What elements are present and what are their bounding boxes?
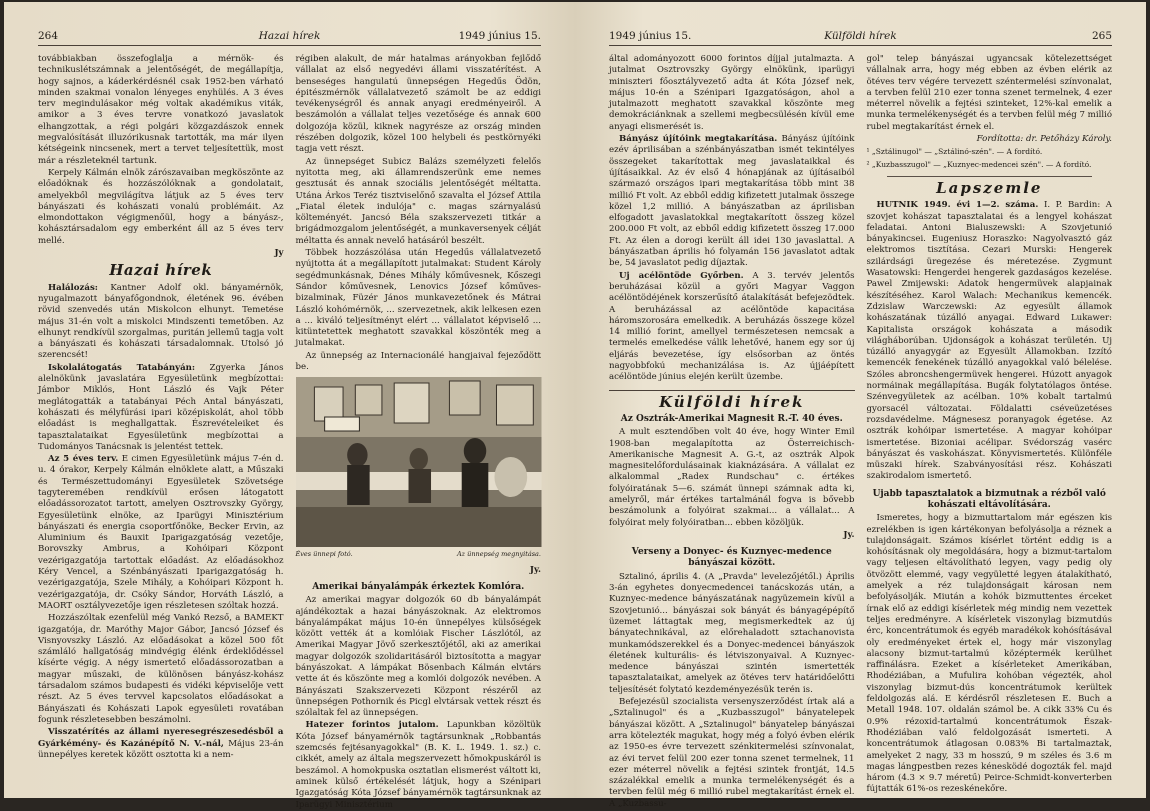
item-title: Az Osztrák-Amerikai Magnesit R.-T. 40 éves. xyxy=(620,413,843,424)
running-title: Hazai hírek xyxy=(258,30,321,42)
footnote: ² „Kuzbasszugol" — „Kuznyec-medencei szén". — A fordító. xyxy=(866,159,1092,169)
divider xyxy=(887,176,1093,177)
magazine-spread xyxy=(4,2,1146,810)
news-item xyxy=(38,727,284,761)
item-title: Visszatérítés az állami nyeresegrészesedésből a Gyárkémény- és Kazánépítő N. V.-nál, xyxy=(38,727,284,749)
paragraph: gol" telep bányászai ugyancsak kötelezettséget vállalnak arra, hogy még ebben az évben elérik az ötéves terv végére tervezett széntermelési színvonalat, a tervben felül 210 ezer tonna szenet termelnek, 4 ezer méterrel növelik a fejtési szinteket, 12%-kal emelik a munka termelékenységét és a tervben felül még 7 millió rubel megtakarítást érnek el. xyxy=(866,54,1112,132)
news-item xyxy=(296,720,542,810)
left-page-columns xyxy=(38,54,541,810)
item-title: Verseny a Donyec- és Kuznyec-medence bányászai között. xyxy=(631,547,832,569)
issue-date: 1949 június 15. xyxy=(609,30,692,42)
paragraph: A mult esztendőben volt 40 éve, hogy Winter Emil 1908-ban megalapította az Österreichisch-Amerikanische Magnesit A. G.-t, az osztrák Alpok magnesitelőfordulásainak kiaknázására. A vállalat ez alkalommal „Radex Rundschau" c. értékes folyóiratának 5—6. számát ünnepi számnak adta ki, amelyről, már értékes tartalmánál fogva is bővebb beszámolunk a folyóirat szakmai... a vállalat... A folyóirat mely folyóiratban... ebben közöljük. xyxy=(609,427,855,528)
paragraph: Kerpely Kálmán elnök zárószavaiban megköszönte az előadóknak és hozzászólóknak a gondolatait, amelyekből megvilágítva látjuk az 5 éves terv bányászati és kohászati vonalú problémáit. Az elmondottakon végigmenőül, hogy a bányász-, kohásztársadalom egy emberként áll az 5 éves terv mellé. xyxy=(38,167,284,246)
paragraph: Hozzászóltak ezenfelül még Vankó Rezső, a BAMEKT igazgatója, dr. Maróthy Major Gábor, Jancsó József és Visnyovszky László. Az előadásokat a közel 500 főt számláló hallgatóság mindvégig élénk érdeklődéssel kísérte végig. A négy ismertető előadássorozatban a magyar műszaki, de különösen bányász-kohász társadalom számos budapesti és vidéki képviselője vett részt. Az 5 éves tervvel kapcsolatos előadásokat a Bányászati és Kohászati Lapok egyesületi rovatában fogunk részletesebben beszámolni. xyxy=(38,613,284,725)
paragraph: Ismeretes, hogy a bizmuttartalom már egészen kis ezrelékben is igen kártékonyan befolyásolja a réznek a tulajdonságait. Számos kísérlet történt eddig is a kohósításnak oly megoldására, hogy a bizmut-tartalom vagy teljesen eltávolítható legyen, vagy pedig oly ötvözött elemmé, vagy vegyületté legyen átalakítható, amelyek a réz tulajdonságait károsan nem befolyásolják. Miután a kohók bizmuttentes érceket írnak elő az eddigi kísérletek még mindig nem vezettek teljes eredményre. A kísérletek viszonylag bizmutdús érc, koncentrátumok és egyéb maradékok kohósításával oly eredményeket értek el, hogy már viszonylag alacsony bizmut-tartalmú középtermék kerülhet raffinálásra. Ezeket a kísérleteket Amerikában, Rhodéziában, a Mufulira kohóban végezték, ahol viszonylag bizmut-dús koncentrátumok kerültek feldolgozás alá. E kérdésről részletesen E. Buch a Metall 1948. 107. oldalán számol be. A cikk 33% Cu és 0.9% rézoxid-tartalmú koncentrátumok Észak-Rhodéziában való feldolgozását ismerteti. A koncentrátumok átlagosan 0.083% Bi tartalmaztak, amelyeket 2 nagy, 33 m hosszú, 9 m széles és 3.6 m magas lángpestben rezes kénesködé dogozták fel. majd három (4.3 × 9.7 méretű) Peirce-Schmidt-konverterben fújtatták 61%-os rezeskénekőre. xyxy=(866,513,1112,795)
news-item xyxy=(609,271,855,384)
photo-caption: Az ünnepség megnyitása. xyxy=(456,550,541,559)
news-item xyxy=(867,200,1113,482)
paragraph: Sztalinó, április 4. (A „Pravda" levelezőjétől.) Április 3-án egyhetes donyecmedencei tanácskozás után, a Kuznyec-medence bányászatának nagyüzemein kívül a Szovjetunió... bányászai sok bányát és bányagépépítő üzemet láttagtak meg, megismerkedtek az új bányatechnikával, az előrehaladott sztachanovista munkamódszerekkel és a Donyec-medencei bányászok életének kulturális- és létviszonyaival. A Kuznyec-medence bányászai szintén ismertették tapasztalataikat, amelyek az ötéves terv határidőelőtti teljesítését folytató kezdeményezésük terén is. xyxy=(609,571,855,695)
item-title: Iskolalátogatás Tatabányán: xyxy=(48,362,196,373)
item-title: HUTNIK 1949. évi 1—2. száma. xyxy=(876,200,1039,211)
column-4 xyxy=(866,54,1113,795)
news-item xyxy=(38,363,284,453)
signature: Jy xyxy=(274,248,284,259)
photo-captions xyxy=(296,549,542,560)
section-title: Hazai hírek xyxy=(109,261,213,280)
item-title: Hatezer forintos jutalom. xyxy=(305,720,439,731)
paragraph: Az ünnepség az Internacionálé hangjaival fejeződött be. xyxy=(295,350,541,373)
signature: Jy. xyxy=(843,529,855,540)
paragraph: Befejezésül szocialista versenyszerződést írtak alá a „Sztalinugol" és a „Kuzbasszugol" bányatelepek bányászai között. A „Sztalinugol" bányatelep bányászai arra kötelezték magukat, hogy még a folyó évben elérik az 1950-es évre tervezett szénkitermelési színvonalat, az évi tervet felül 200 ezer tonna szenet termelnek, 11 ezer méterrel növelik a fejtési szintek frontját, 14.5 százalékkal emelik a munka termelékenységét és a tervben felül még 6 millió rubel megtakarítást érnek el. A „Kuzbassu- xyxy=(609,697,855,809)
signature: Jy. xyxy=(529,564,541,575)
footnote: ¹ „Sztálinugol" — „Sztálinó-szén". — A fordító. xyxy=(866,147,1043,157)
paragraph: továbbiakban összefoglalja a mérnök- és technikuslétszámnak a jelentőségét, de megállapítja, hogy sajnos, a káderkérdésnél csak 1952-ben várható minden szakmai vonalon lényeges enyhülés. A 3 éves terv megindulásakor még voltak akadémikus viták, amikor a 3 éves tervre vonatkozó javaslatok elhangzottak, a régi polgári közgazdászok ennek megvalósítását illuzórikusnak tartották, ma már ilyen kétségeink nincsenek, mert a tervet teljesítettük, most már a részleteknél tartunk. xyxy=(38,54,284,166)
paragraph: régiben alakult, de már hatalmas arányokban fejlődő vállalat az első negyedévi állami visszatérítést. A benseséges hangulatú ünnepségen Hegedűs Ödön, épitészmérnök vállalatvezető számolt be az eddigi tevékenységről és annak anyagi eredményeiről. A beszámolón a vállalat teljes vezetősége és annak 600 dolgozója közül, kiknek nagyrésze az ország minden részében dolgozik, közel 100 helybeli és pestkörnyéki tagja vett részt. xyxy=(295,54,541,155)
item-body: E cimen Egyesületünk május 7-én d. u. 4 órakor, Kerpely Kálmán elnöklete alatt, a Műszaki és Természettudományi Egyesületek Szövetsége tagyteremében rendkívül erősen látogatott előadássorozatot tartott, amelyen Osztrovszky György, Egyesületünk elnöke, az Iparügyi Minisztérium bányászati és energia csoportfőnöke, Becker Ervin, az Aluminium és Bauxit Iparigazgatóság vezetője, Borovszky Ambrus, a Kohóipari Központ vezérigazgatója tartottak előadást. Az előadásokhoz Kéry Vencel, a Szénbányászati Iparigazgatóság h. vezérigazgatója, Szele Mihály, a Kohóipari Központ h. vezérigazgatója, dr. Csóky Sándor, Horváth László, a MAORT osztályvezetője igen részletesen szóltak hozzá. xyxy=(38,454,284,611)
item-title: Ujabb tapasztalatok a bizmutnak a rézből való kohászati eltávolítására. xyxy=(872,488,1106,510)
paragraph: Az ünnepséget Subicz Balázs személyzeti felelős nyitotta meg, aki államrendszerünk eme nemes gesztusát és annak szociális jelentőségét méltatta. Utána Árkos Teréz tisztviselőnő szavalta el József Attila „Fiatal életek indulója" c. magas szárnyalású költeményét. Jancsó Béla szakszervezeti titkár a brigádmozgalom jelentőségét, a munkaversenyek célját méltatta és annak nevelő hatásáról beszélt. xyxy=(295,156,541,246)
news-item xyxy=(38,283,284,362)
paragraph: Az amerikai magyar dolgozók 60 db bányalámpát ajándékoztak a hazai bányászoknak. Az elektromos bányalámpákat május 10-én ünnepélyes külsőségek között vették át a komlóiak Fischer Lászlótól, az Amerikai Magyar Jövő szerkesztőjétől, aki az amerikai magyar dolgozók szolidaritásáról biztosította a magyar bányászokat. A lámpákat Bösenbach Kálmán elvtárs vette át és köszönte meg a komlói dolgozók nevében. A Bányászati Szakszervezeti Központ részéről az ünnepségen Pothornik és Picgl elvtársak vettek részt és szólaltak fel az ünnepségen. xyxy=(295,595,541,719)
right-page-header xyxy=(609,28,1112,46)
item-title: Halálozás: xyxy=(48,282,98,293)
item-body: Bányász újítóink ezév áprilisában a szénbányászatban ismét tekintélyes összegeket takarítottak meg javaslataikkal és újításaikkal. Az év első 4 hónapjának az újításaiból származó országos ipari megtakarítása több mint 38 millió Ft volt. Az ebből eddig kifizetett jutalmak összege közel 1,2 millió. A bányászatban az áprilisban elfogadott javaslatokkal megtakarított összeg közel 200.000 Ft volt, az ebből eddig kifizetett összeg 17.000 Ft. Az élen a dorogi került áll idei 130 javaslattal. A bányászatban április hó folyamán 156 javaslatot adtak be, 54 javaslatot pedig díjaztak. xyxy=(609,134,855,269)
issue-date: 1949 június 15. xyxy=(458,30,541,42)
column-1 xyxy=(38,54,284,786)
running-title: Külföldi hírek xyxy=(824,30,897,42)
left-page xyxy=(4,2,575,810)
item-body: Zgyerka János alelnökünk javaslatára Egyesületünk megbízottai: Jámbor Miklós, Hont László és Vajk Péter meglátogatták a tatabányai Péch Antal bányászati, kohászati és mélyfúrási ipari középiskolát, ahol több előadást is meghallgattak. Észrevételeiket és tapasztalataikat Egyesületünk megbízottai a Tudományos Tanácsnak is jelentést tettek. xyxy=(38,362,284,452)
column-3 xyxy=(609,54,855,809)
news-item xyxy=(609,134,855,270)
photo-caption: Éves ünnepi fotó. xyxy=(295,550,353,559)
translator-credit: Fordította: dr. Petőházy Károly. xyxy=(976,134,1112,145)
page-number: 265 xyxy=(1091,30,1112,42)
ceremony-photo-image xyxy=(296,377,542,547)
column-2 xyxy=(295,54,542,810)
ceremony-photo xyxy=(296,377,542,547)
left-page-header xyxy=(38,28,541,46)
item-body: Május 23-án ünnepélyes keretek között osztotta ki a nem- xyxy=(38,738,284,760)
item-body: I. P. Bardin: A szovjet kohászat tapasztalatai és a lengyel kohászat feladatai. Antoni Bialuszewski: A Szovjetunió bányakincsei. Eugeniusz Horaszko: Nagyolvasztó gáz elektromos tisztítása. Cezari Murski: Hengerek szilárdsági üregezése és méretezése. Zygmunt Wasatowski: Hengerdei hengerek gazdaságos kezelése. Pawel Zmijewski: Adatok hengermüvek alapjainak készítéséhez. Karol Walach: Mechanikus kemencék. Zdzislaw Warczewski: Az egyesült államok kohászatának túzálló anyagai. Edward Lukawer: Kapitalista országok kohászata a második világháborúban. Ujdonságok a kohászat területén. Uj túzálló anyagygár az Egyesült Államokban. Izzító kemencék fenekének túzálló anyagokkal való bélelése. Szóles abroncshengermüvek hengerei. Húzott anyagok normáinak megállapítása. Bugák folytatólagos öntése. Szénvegyületek az acélban. 10% kobalt tartalmú gyorsacél változatai. Földalatti cséveüzetéses rozsdavédelme. Mágnesesz poranyagok égetése. Az osztrák kohóipar ismertetése. A magyar kohóipar ismertetése. Bizoniai acélipar. Svédország vasérc bányászat és vaskohászat. Könyvismertetés. Különféle müszaki hírek. Szabványosítási rész. Kohászati szakirodalom ismertető. xyxy=(866,200,1113,482)
item-body: Lapunkban közöltük Kóta József bányamérnök tagtársunknak „Robbantás szemcsés fejtésanyagokkal" (B. K. L. 1949. 1. sz.) c. cikkét, amely az általa megszervezett hőmokpuskáról is beszámol. A homokpuska osztatlan elismerést váltott ki, aminek külső értékelését látjuk, hogy a Szénipari Igazgatóság Kóta József bányamérnök tagtársunknak az Iparügyi Minisztérium xyxy=(295,720,541,810)
news-item xyxy=(38,454,284,612)
section-title: Külföldi hírek xyxy=(609,390,855,408)
paragraph: által adományozott 6000 forintos díjjal jutalmazta. A jutalmat Osztrovszky György elnökünk, iparügyi miniszteri főosztályvezető adta át Kóta József nek, május 10-én a Szénipari Igazgatóságon, ahol a jutalmazott meghatott szavakkal köszönte meg demokráciánknak a szellemi megbecsülésén kívül eme anyagi elismerését is. xyxy=(609,54,855,132)
item-title: Az 5 éves terv. xyxy=(48,454,119,465)
right-page-columns xyxy=(609,54,1113,809)
item-body: A 3. tervév jelentős beruházásai közül a győri Magyar Vaggon acélöntödéjének korszerűsítő átalakítását befejezödtek. A beruházással az acélöntöde kapacitása háromszorosára emelkedik. A beruházás összege közel 14 millió forint, amellyel természetesen nemcsak a termelés emelkedése válik lehetővé, hanem egy sor új eljárás bevezetése, így elsősorban az öntés nagyobbfokú mechanizálása is. Az újjáépített acélöntöde június elején került üzembe. xyxy=(609,270,855,383)
page-number: 264 xyxy=(38,30,59,42)
item-title: Uj acélöntöde Győrben. xyxy=(619,270,744,281)
paragraph: Többek hozzászólása után Hegedűs vállalatvezető nyújtotta át a megállapított jutalmakat: Student Károly segédmunkásnak, Dénes Mihály kőművesnek, Kőszegi Sándor kőművesnek, Lenovics József kőműves-bizalminak, Füzér János munkavezetőnek és Mátrai László kohómérnök, ... szervezetnek, akik lelkesen ezen a ... kiváló teljesítményt elért ... vállalatot képviselő ... kitüntetettek meghatott szavakkal köszönték meg a jutalmakat. xyxy=(295,248,541,349)
right-page xyxy=(575,2,1146,809)
item-body: Kantner Adolf okl. bányamérnök, nyugalmazott bányafőgondnok, életének 96. évében rövid szenvedés után Miskolcon elhunyt. Temetése május 31-én volt a miskolci Mindszenti temetőben. Az elhunyt rendkívül szorgalmas, puritán jellemű tagja volt a bányászati és kohászati társadalomnak. Utolsó jó szerencsét! xyxy=(38,282,284,361)
item-title: Amerikai bányalámpák érkeztek Komlóra. xyxy=(312,581,525,592)
section-title: Lapszemle xyxy=(936,178,1043,197)
item-title: Bányász újítóink megtakarítása. xyxy=(619,134,778,145)
